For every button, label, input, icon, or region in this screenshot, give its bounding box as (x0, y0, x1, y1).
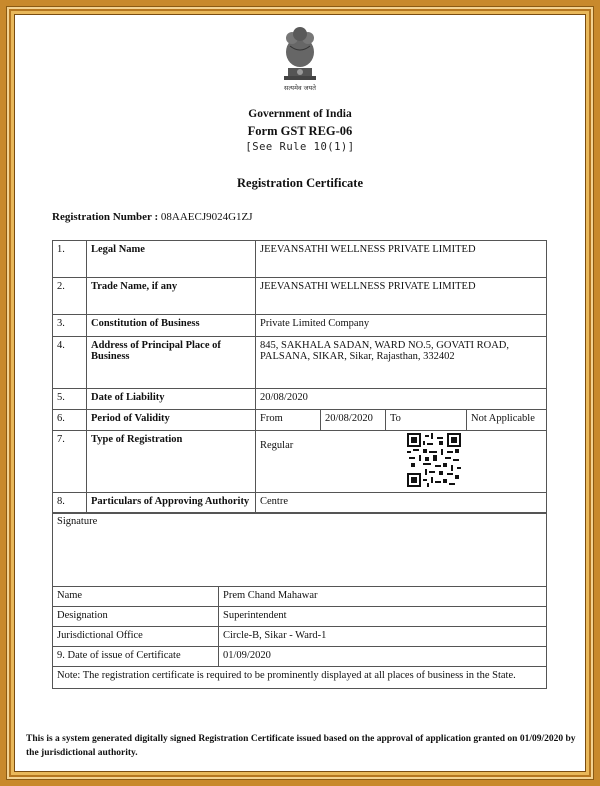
table-row (53, 410, 547, 431)
row-value: JEEVANSATHI WELLNESS PRIVATE LIMITED (256, 278, 547, 315)
field-key: Name (53, 587, 219, 607)
emblem-motto: सत्यमेव जयते (284, 84, 316, 92)
page-title: Registration Certificate (237, 176, 363, 190)
row-value: JEEVANSATHI WELLNESS PRIVATE LIMITED (256, 241, 547, 278)
table-row (53, 627, 547, 647)
footer-disclaimer: This is a system generated digitally signed Registration Certificate issued based on the approval of application granted on 01/09/2020 by the jurisdictional authority. (26, 734, 576, 758)
row-number: 8. (53, 493, 87, 514)
row-number: 6. (53, 410, 87, 431)
row-number: 2. (53, 278, 87, 315)
validity-to-value: Not Applicable (467, 410, 547, 431)
validity-from-value: 20/08/2020 (321, 410, 386, 431)
details-table (52, 240, 547, 514)
table-row (53, 337, 547, 389)
row-label: Period of Validity (87, 410, 256, 431)
row-value: Private Limited Company (256, 315, 547, 337)
field-key: Designation (53, 607, 219, 627)
table-row (53, 493, 547, 514)
table-row (53, 389, 547, 410)
signature-row (53, 513, 547, 587)
row-number: 1. (53, 241, 87, 278)
registration-number-label: Registration Number : (52, 211, 159, 223)
row-number: 5. (53, 389, 87, 410)
display-note: Note: The registration certificate is required to be prominently displayed at all places of business in the State. (53, 667, 547, 689)
field-key: Jurisdictional Office (53, 627, 219, 647)
table-row (53, 241, 547, 278)
table-row (53, 278, 547, 315)
row-value: Centre (256, 493, 547, 514)
row-label: Particulars of Approving Authority (87, 493, 256, 514)
field-value: Circle-B, Sikar - Ward-1 (219, 627, 547, 647)
validity-to-label: To (386, 410, 467, 431)
registration-number-value: 08AAECJ9024G1ZJ (160, 211, 253, 223)
rule-reference: [See Rule 10(1)] (245, 141, 355, 153)
signature-label: Signature (53, 513, 547, 587)
registration-number (52, 211, 253, 223)
row-number: 4. (53, 337, 87, 389)
row-label: Legal Name (87, 241, 256, 278)
table-row (53, 607, 547, 627)
signature-table (52, 512, 547, 689)
table-row (53, 315, 547, 337)
government-heading: Government of India (248, 108, 352, 120)
table-row (53, 667, 547, 689)
field-value: Prem Chand Mahawar (219, 587, 547, 607)
row-label: Date of Liability (87, 389, 256, 410)
field-value: 01/09/2020 (219, 647, 547, 667)
field-value: Superintendent (219, 607, 547, 627)
validity-from-label: From (256, 410, 321, 431)
row-value: Regular (256, 431, 547, 493)
field-key: 9. Date of issue of Certificate (53, 647, 219, 667)
table-row (53, 431, 547, 493)
row-value: 845, SAKHALA SADAN, WARD NO.5, GOVATI ROAD, PALSANA, SIKAR, Sikar, Rajasthan, 332402 (256, 337, 547, 389)
row-label: Constitution of Business (87, 315, 256, 337)
row-number: 7. (53, 431, 87, 493)
row-value: 20/08/2020 (256, 389, 547, 410)
form-title: Form GST REG-06 (247, 124, 353, 138)
row-label: Trade Name, if any (87, 278, 256, 315)
table-row (53, 647, 547, 667)
qr-code-icon (407, 433, 461, 487)
table-row (53, 587, 547, 607)
row-label: Type of Registration (87, 431, 256, 493)
row-number: 3. (53, 315, 87, 337)
row-label: Address of Principal Place of Business (87, 337, 256, 389)
